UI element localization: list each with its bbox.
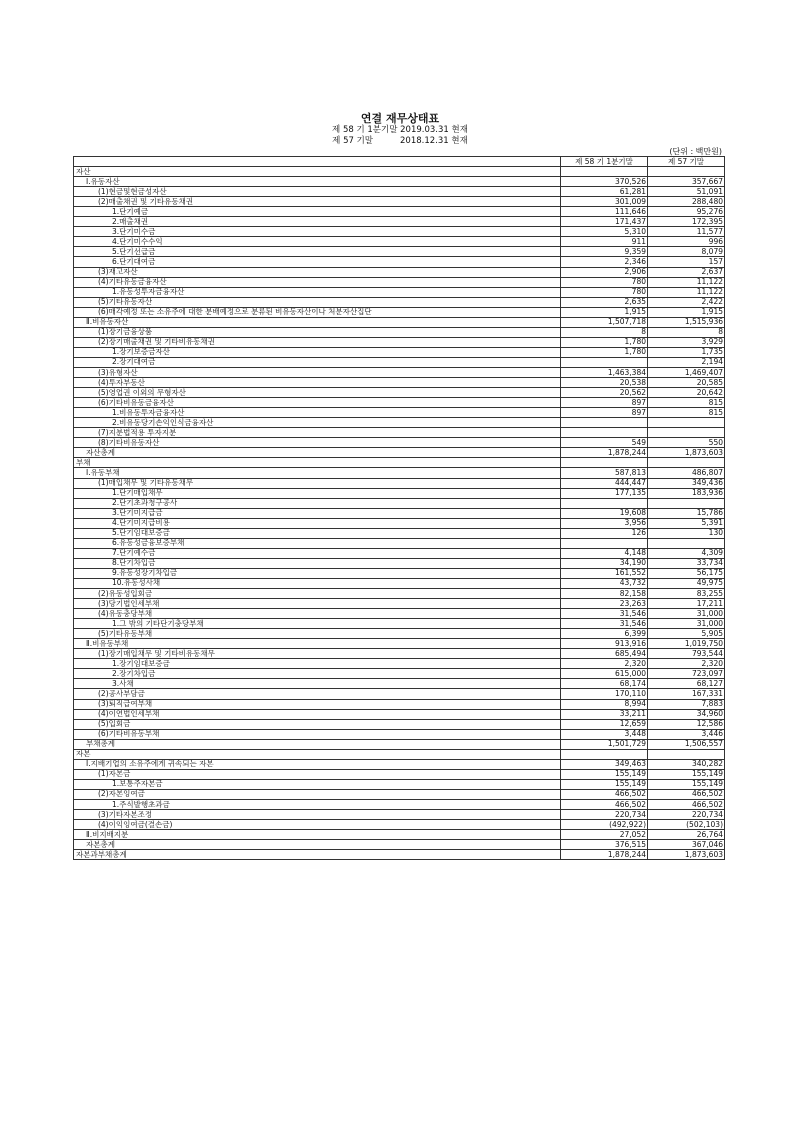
table-row — [74, 468, 725, 478]
prior-value: 7,883 — [648, 699, 725, 709]
current-value: 1,878,244 — [561, 850, 648, 860]
prior-value: 155,149 — [648, 769, 725, 779]
current-value: 444,447 — [561, 478, 648, 488]
current-value — [561, 498, 648, 508]
current-value: 1,780 — [561, 337, 648, 347]
current-value: 2,906 — [561, 267, 648, 277]
current-value — [561, 418, 648, 428]
period-current: 제 58 기 1분기말 2019.03.31 현재 — [332, 125, 468, 135]
table-row — [74, 589, 725, 599]
table-row — [74, 619, 725, 629]
prior-value: 3,929 — [648, 337, 725, 347]
current-value: (492,922) — [561, 820, 648, 830]
current-value: 43,732 — [561, 578, 648, 588]
current-value: 177,135 — [561, 488, 648, 498]
table-row — [74, 629, 725, 639]
current-value: 82,158 — [561, 589, 648, 599]
table-row — [74, 538, 725, 548]
account-name: 4.단기미수수익 — [74, 237, 561, 247]
prior-value: (502,103) — [648, 820, 725, 830]
account-name: 6.유동성금융보증부채 — [74, 538, 561, 548]
account-name: (2)장기매출채권 및 기타비유동채권 — [74, 337, 561, 347]
current-value — [561, 357, 648, 367]
current-value: 911 — [561, 237, 648, 247]
current-value: 1,915 — [561, 307, 648, 317]
prior-value: 1,506,557 — [648, 739, 725, 749]
table-row — [74, 649, 725, 659]
table-row — [74, 438, 725, 448]
account-name: 9.유동성장기차입금 — [74, 568, 561, 578]
current-value: 126 — [561, 528, 648, 538]
account-name: 부채 — [74, 458, 561, 468]
current-value: 61,281 — [561, 187, 648, 197]
current-value: 2,346 — [561, 257, 648, 267]
table-row — [74, 789, 725, 799]
account-name: (4)투자부동산 — [74, 378, 561, 388]
table-row — [74, 207, 725, 217]
current-value: 5,310 — [561, 227, 648, 237]
current-value: 34,190 — [561, 558, 648, 568]
prior-value: 51,091 — [648, 187, 725, 197]
table-row — [74, 599, 725, 609]
table-row — [74, 367, 725, 377]
prior-value: 15,786 — [648, 508, 725, 518]
table-row — [74, 287, 725, 297]
current-value: 301,009 — [561, 197, 648, 207]
table-row — [74, 237, 725, 247]
prior-value: 11,577 — [648, 227, 725, 237]
current-value: 20,538 — [561, 378, 648, 388]
table-row — [74, 347, 725, 357]
prior-value: 1,873,603 — [648, 448, 725, 458]
account-name: 3.단기미지급금 — [74, 508, 561, 518]
current-value: 370,526 — [561, 177, 648, 187]
prior-value — [648, 458, 725, 468]
account-name: (1)매입채무 및 기타유동채무 — [74, 478, 561, 488]
current-value: 31,546 — [561, 619, 648, 629]
table-row — [74, 739, 725, 749]
current-value: 897 — [561, 408, 648, 418]
prior-value: 996 — [648, 237, 725, 247]
prior-value — [648, 498, 725, 508]
current-value: 549 — [561, 438, 648, 448]
account-name: 1.비유동투자금융자산 — [74, 408, 561, 418]
prior-value — [648, 538, 725, 548]
prior-value: 56,175 — [648, 568, 725, 578]
account-name: (1)장기금융상품 — [74, 327, 561, 337]
account-name: (4)이익잉여금(결손금) — [74, 820, 561, 830]
account-name: 부채총계 — [74, 739, 561, 749]
table-row — [74, 558, 725, 568]
table-row — [74, 820, 725, 830]
current-value: 8,994 — [561, 699, 648, 709]
current-value: 466,502 — [561, 789, 648, 799]
account-name: Ⅰ.지배기업의 소유주에게 귀속되는 자본 — [74, 759, 561, 769]
account-name: 1.장기임대보증금 — [74, 659, 561, 669]
account-name: (4)기타유동금융자산 — [74, 277, 561, 287]
account-name: (5)기타유동자산 — [74, 297, 561, 307]
current-value — [561, 538, 648, 548]
account-name: (2)유동성입회금 — [74, 589, 561, 599]
current-value: 780 — [561, 287, 648, 297]
period-prior: 제 57 기말 2018.12.31 현재 — [332, 136, 468, 146]
prior-value: 2,422 — [648, 297, 725, 307]
table-row — [74, 528, 725, 538]
table-row — [74, 378, 725, 388]
prior-value: 220,734 — [648, 810, 725, 820]
table-row — [74, 448, 725, 458]
account-name: 1.유동성투자금융자산 — [74, 287, 561, 297]
current-value: 33,211 — [561, 709, 648, 719]
account-name: 1.주식발행초과금 — [74, 800, 561, 810]
prior-value — [648, 418, 725, 428]
table-row — [74, 418, 725, 428]
prior-value: 550 — [648, 438, 725, 448]
table-row — [74, 518, 725, 528]
table-row — [74, 669, 725, 679]
prior-value: 26,764 — [648, 830, 725, 840]
account-name: (6)기타비유동부채 — [74, 729, 561, 739]
prior-value: 1,735 — [648, 347, 725, 357]
prior-value: 3,446 — [648, 729, 725, 739]
account-name: (4)유동충당부채 — [74, 609, 561, 619]
current-value: 1,507,718 — [561, 317, 648, 327]
prior-value: 1,019,750 — [648, 639, 725, 649]
current-value: 12,659 — [561, 719, 648, 729]
prior-value: 49,975 — [648, 578, 725, 588]
statement-title: 연결 재무상태표 — [360, 112, 440, 125]
account-name: Ⅰ.유동부채 — [74, 468, 561, 478]
current-value: 466,502 — [561, 800, 648, 810]
account-name: (2)공사부담금 — [74, 689, 561, 699]
account-name: 자본과부채총계 — [74, 850, 561, 860]
prior-value: 357,667 — [648, 177, 725, 187]
table-row — [74, 337, 725, 347]
prior-value: 1,469,407 — [648, 367, 725, 377]
account-name: (7)지분법적용 투자지분 — [74, 428, 561, 438]
table-row — [74, 759, 725, 769]
account-name: 2.비유동당기손익인식금융자산 — [74, 418, 561, 428]
current-value: 685,494 — [561, 649, 648, 659]
current-value: 1,463,384 — [561, 367, 648, 377]
table-row — [74, 177, 725, 187]
table-row — [74, 247, 725, 257]
table-row — [74, 800, 725, 810]
current-value: 913,916 — [561, 639, 648, 649]
account-name: (2)매출채권 및 기타유동채권 — [74, 197, 561, 207]
table-row — [74, 840, 725, 850]
current-value: 780 — [561, 277, 648, 287]
table-row — [74, 217, 725, 227]
account-name: 6.단기대여금 — [74, 257, 561, 267]
prior-value: 815 — [648, 398, 725, 408]
table-row — [74, 488, 725, 498]
prior-value: 12,586 — [648, 719, 725, 729]
table-row — [74, 508, 725, 518]
prior-value: 2,194 — [648, 357, 725, 367]
prior-value: 486,807 — [648, 468, 725, 478]
prior-value: 157 — [648, 257, 725, 267]
table-row — [74, 187, 725, 197]
current-value: 1,780 — [561, 347, 648, 357]
account-name: (5)기타유동부채 — [74, 629, 561, 639]
prior-value: 8 — [648, 327, 725, 337]
account-name: 자본 — [74, 749, 561, 759]
prior-value: 723,097 — [648, 669, 725, 679]
prior-value: 367,046 — [648, 840, 725, 850]
prior-value: 2,637 — [648, 267, 725, 277]
current-value: 68,174 — [561, 679, 648, 689]
current-value: 220,734 — [561, 810, 648, 820]
prior-value: 466,502 — [648, 789, 725, 799]
table-row — [74, 327, 725, 337]
account-name: Ⅱ.비지배지분 — [74, 830, 561, 840]
table-row — [74, 498, 725, 508]
account-name: Ⅰ.유동자산 — [74, 177, 561, 187]
table-row — [74, 317, 725, 327]
current-value: 31,546 — [561, 609, 648, 619]
prior-value: 167,331 — [648, 689, 725, 699]
header-current-period: 제 58 기 1분기말 — [561, 157, 648, 167]
table-row — [74, 830, 725, 840]
current-value: 2,320 — [561, 659, 648, 669]
table-row — [74, 548, 725, 558]
account-name: 10.유동성사채 — [74, 578, 561, 588]
account-name: (3)유형자산 — [74, 367, 561, 377]
table-row — [74, 307, 725, 317]
account-name: (3)당기법인세부채 — [74, 599, 561, 609]
header-account — [74, 157, 561, 167]
current-value: 587,813 — [561, 468, 648, 478]
current-value: 171,437 — [561, 217, 648, 227]
prior-value: 349,436 — [648, 478, 725, 488]
current-value: 19,608 — [561, 508, 648, 518]
prior-value: 466,502 — [648, 800, 725, 810]
table-row — [74, 197, 725, 207]
table-row — [74, 408, 725, 418]
prior-value: 95,276 — [648, 207, 725, 217]
table-row — [74, 398, 725, 408]
account-name: Ⅱ.비유동자산 — [74, 317, 561, 327]
prior-value: 815 — [648, 408, 725, 418]
table-row — [74, 227, 725, 237]
account-name: (3)퇴직급여부채 — [74, 699, 561, 709]
account-name: (3)재고자산 — [74, 267, 561, 277]
account-name: 자본총계 — [74, 840, 561, 850]
account-name: Ⅱ.비유동부채 — [74, 639, 561, 649]
prior-value: 17,211 — [648, 599, 725, 609]
table-row — [74, 609, 725, 619]
current-value: 615,000 — [561, 669, 648, 679]
current-value — [561, 167, 648, 177]
unit-label: (단위 : 백만원) — [669, 147, 722, 156]
table-row — [74, 779, 725, 789]
prior-value — [648, 749, 725, 759]
current-value: 3,956 — [561, 518, 648, 528]
current-value: 1,501,729 — [561, 739, 648, 749]
prior-value: 83,255 — [648, 589, 725, 599]
current-value: 8 — [561, 327, 648, 337]
current-value: 23,263 — [561, 599, 648, 609]
table-row — [74, 277, 725, 287]
current-value: 3,448 — [561, 729, 648, 739]
account-name: (6)매각예정 또는 소유주에 대한 분배예정으로 분류된 비유동자산이나 처분자산집단 — [74, 307, 561, 317]
prior-value: 1,915 — [648, 307, 725, 317]
prior-value: 288,480 — [648, 197, 725, 207]
current-value: 9,359 — [561, 247, 648, 257]
account-name: 1.단기매입채무 — [74, 488, 561, 498]
table-row — [74, 357, 725, 367]
account-name: (1)자본금 — [74, 769, 561, 779]
account-name: 3.사채 — [74, 679, 561, 689]
account-name: 자산 — [74, 167, 561, 177]
current-value: 27,052 — [561, 830, 648, 840]
account-name: (1)현금및현금성자산 — [74, 187, 561, 197]
balance-sheet-table — [73, 156, 725, 860]
prior-value: 183,936 — [648, 488, 725, 498]
prior-value: 155,149 — [648, 779, 725, 789]
prior-value: 11,122 — [648, 287, 725, 297]
prior-value: 2,320 — [648, 659, 725, 669]
prior-value: 33,734 — [648, 558, 725, 568]
table-row — [74, 729, 725, 739]
prior-value: 340,282 — [648, 759, 725, 769]
prior-value: 8,079 — [648, 247, 725, 257]
current-value: 155,149 — [561, 779, 648, 789]
account-name: 2.장기대여금 — [74, 357, 561, 367]
current-value — [561, 428, 648, 438]
header-prior-period: 제 57 기말 — [648, 157, 725, 167]
account-name: 1.장기보증금자산 — [74, 347, 561, 357]
current-value: 1,878,244 — [561, 448, 648, 458]
table-row — [74, 709, 725, 719]
table-row — [74, 699, 725, 709]
account-name: 4.단기미지급비용 — [74, 518, 561, 528]
table-row — [74, 428, 725, 438]
account-name: 2.단기초과청구공사 — [74, 498, 561, 508]
current-value: 376,515 — [561, 840, 648, 850]
prior-value: 5,391 — [648, 518, 725, 528]
current-value — [561, 749, 648, 759]
account-name: 2.장기차입금 — [74, 669, 561, 679]
table-row — [74, 639, 725, 649]
prior-value: 20,585 — [648, 378, 725, 388]
table-row — [74, 719, 725, 729]
current-value: 4,148 — [561, 548, 648, 558]
table-header-row — [74, 157, 725, 167]
account-name: 자산총계 — [74, 448, 561, 458]
current-value: 170,110 — [561, 689, 648, 699]
prior-value: 793,544 — [648, 649, 725, 659]
account-name: (4)이연법인세부채 — [74, 709, 561, 719]
account-name: (1)장기매입채무 및 기타비유동채무 — [74, 649, 561, 659]
current-value: 161,552 — [561, 568, 648, 578]
current-value: 6,399 — [561, 629, 648, 639]
prior-value: 172,395 — [648, 217, 725, 227]
prior-value — [648, 428, 725, 438]
current-value: 897 — [561, 398, 648, 408]
account-name: (6)기타비유동금융자산 — [74, 398, 561, 408]
table-row — [74, 810, 725, 820]
table-row — [74, 297, 725, 307]
current-value: 155,149 — [561, 769, 648, 779]
table-row — [74, 679, 725, 689]
current-value — [561, 458, 648, 468]
prior-value: 5,905 — [648, 629, 725, 639]
prior-value: 4,309 — [648, 548, 725, 558]
account-name: (2)자본잉여금 — [74, 789, 561, 799]
table-row — [74, 167, 725, 177]
account-name: (3)기타자본조정 — [74, 810, 561, 820]
table-row — [74, 578, 725, 588]
table-row — [74, 568, 725, 578]
table-row — [74, 388, 725, 398]
table-row — [74, 267, 725, 277]
account-name: 1.그 밖의 기타단기충당부채 — [74, 619, 561, 629]
table-row — [74, 659, 725, 669]
current-value: 20,562 — [561, 388, 648, 398]
table-row — [74, 257, 725, 267]
table-row — [74, 689, 725, 699]
table-row — [74, 850, 725, 860]
table-row — [74, 749, 725, 759]
account-name: 8.단기차입금 — [74, 558, 561, 568]
prior-value: 31,000 — [648, 609, 725, 619]
prior-value: 34,960 — [648, 709, 725, 719]
account-name: 1.보통주자본금 — [74, 779, 561, 789]
account-name: 7.단기예수금 — [74, 548, 561, 558]
account-name: 2.매출채권 — [74, 217, 561, 227]
table-row — [74, 769, 725, 779]
prior-value — [648, 167, 725, 177]
table-row — [74, 478, 725, 488]
account-name: (5)입회금 — [74, 719, 561, 729]
prior-value: 11,122 — [648, 277, 725, 287]
prior-value: 68,127 — [648, 679, 725, 689]
prior-value: 1,515,936 — [648, 317, 725, 327]
table-row — [74, 458, 725, 468]
prior-value: 130 — [648, 528, 725, 538]
current-value: 349,463 — [561, 759, 648, 769]
current-value: 111,646 — [561, 207, 648, 217]
account-name: (5)영업권 이외의 무형자산 — [74, 388, 561, 398]
account-name: 5.단기선급금 — [74, 247, 561, 257]
account-name: 5.단기임대보증금 — [74, 528, 561, 538]
prior-value: 31,000 — [648, 619, 725, 629]
account-name: 3.단기미수금 — [74, 227, 561, 237]
prior-value: 20,642 — [648, 388, 725, 398]
account-name: (8)기타비유동자산 — [74, 438, 561, 448]
current-value: 2,635 — [561, 297, 648, 307]
prior-value: 1,873,603 — [648, 850, 725, 860]
account-name: 1.단기예금 — [74, 207, 561, 217]
